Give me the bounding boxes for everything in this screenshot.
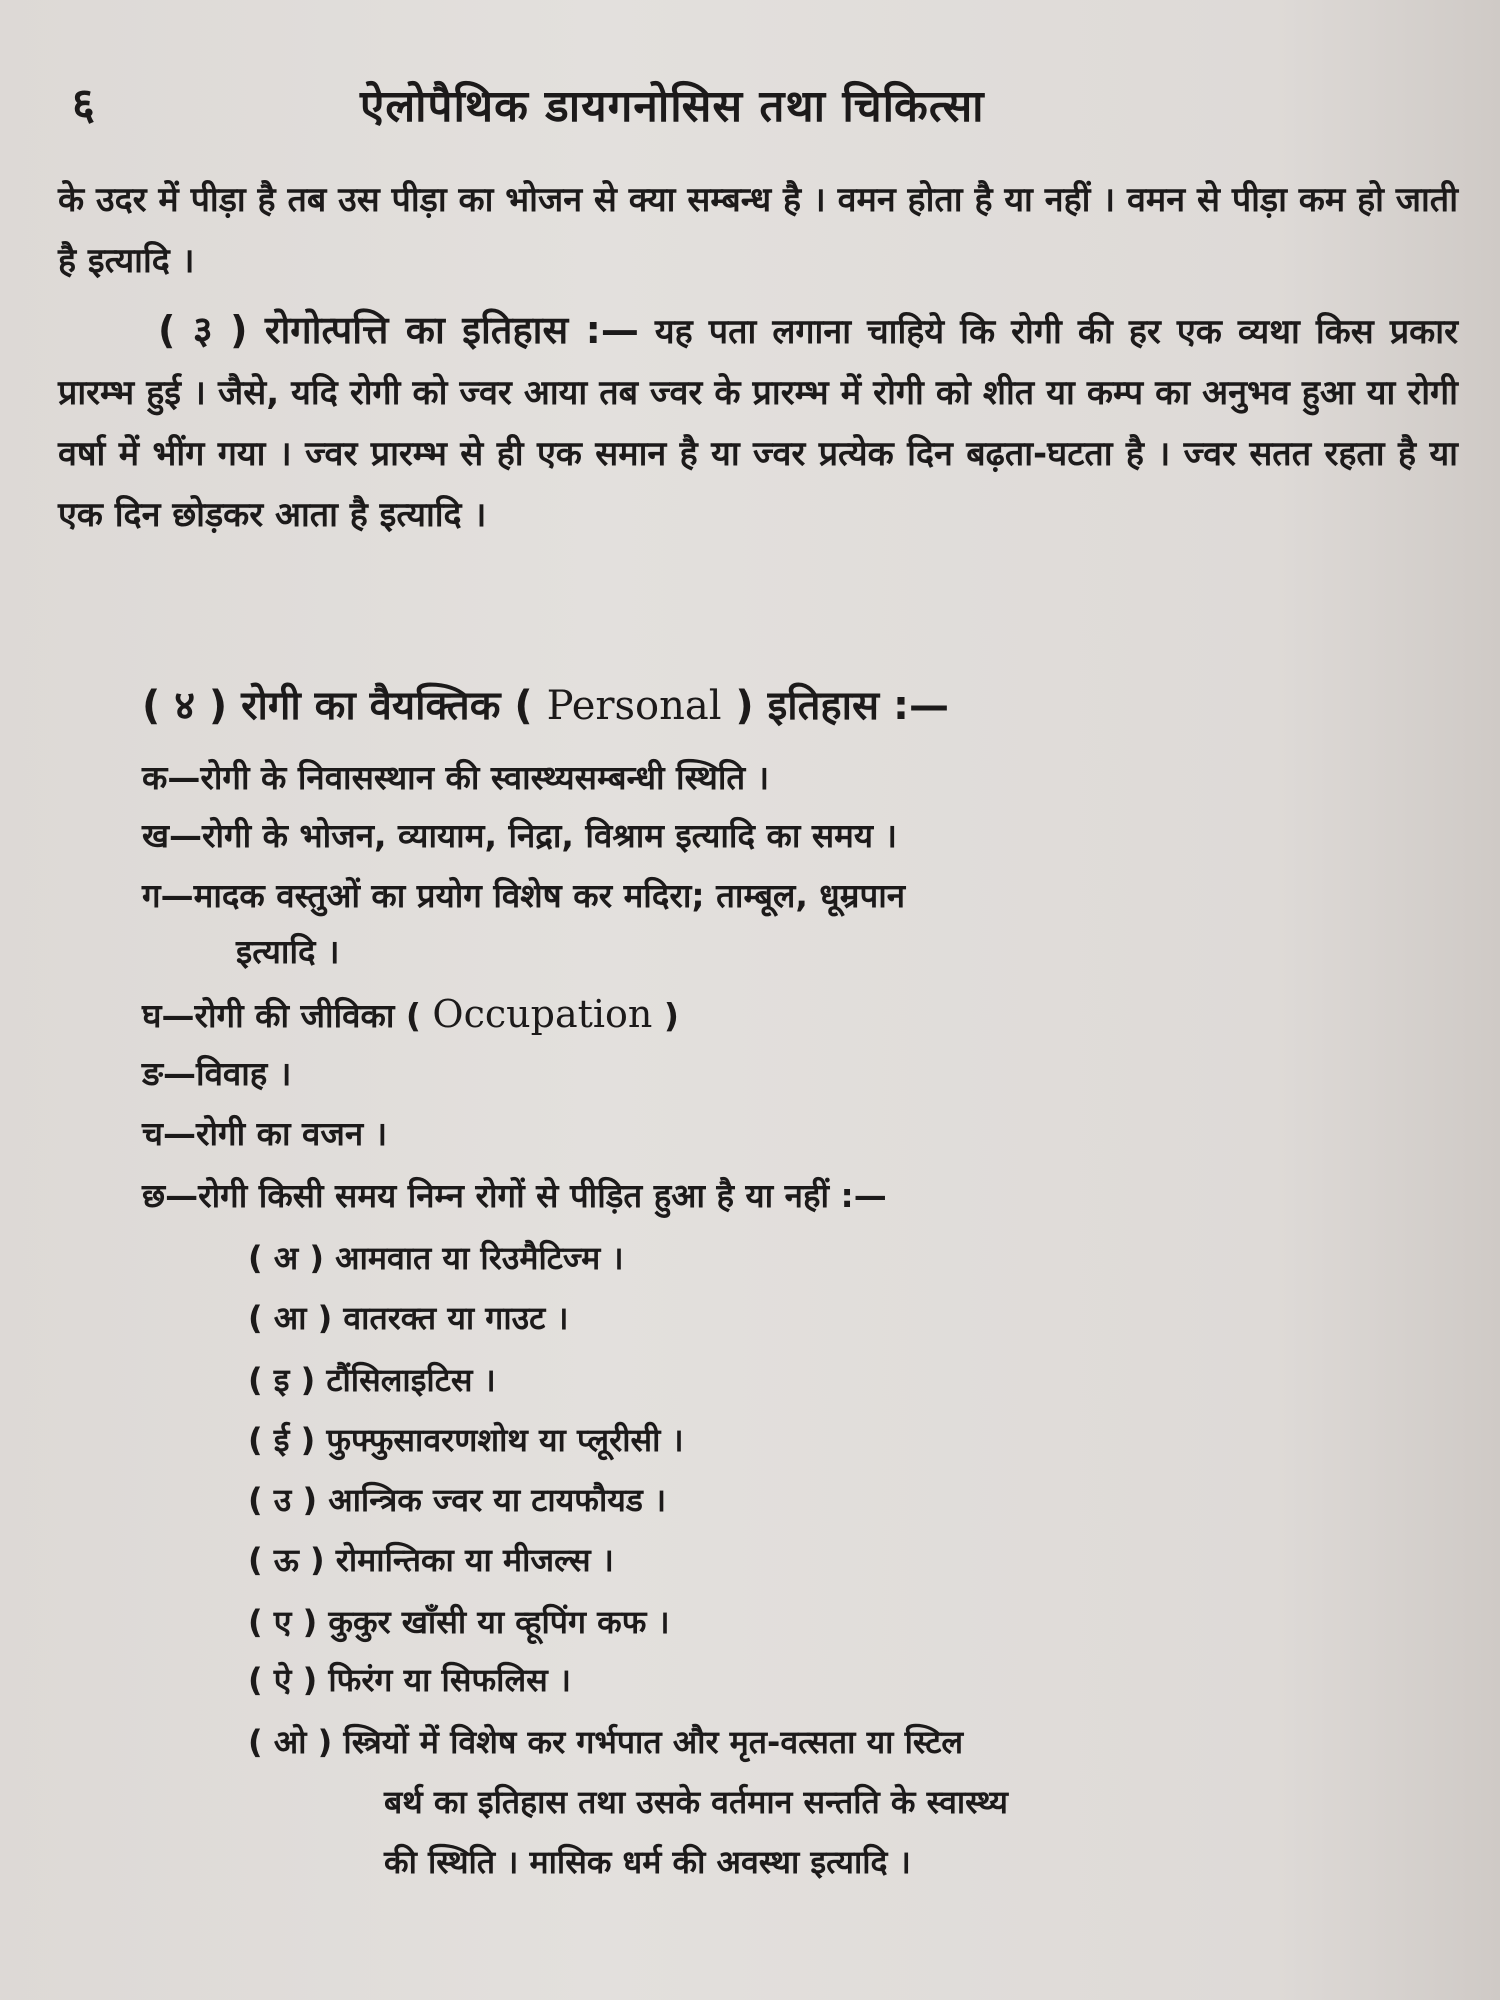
sub-item	[248, 1712, 1448, 1892]
page-number: ६	[72, 79, 95, 130]
list-item-part: घ—रोगी की जीविका (	[142, 996, 433, 1035]
sub-item: ( ऐ ) फिरंग या सिफलिस ।	[248, 1661, 572, 1699]
list-item-line: ग—मादक वस्तुओं का प्रयोग विशेष कर मदिरा; ताम्बूल, धूम्रपान	[142, 876, 906, 915]
list-item: ख—रोगी के भोजन, व्यायाम, निद्रा, विश्राम इत्यादि का समय ।	[142, 816, 898, 855]
list-item: ङ—विवाह ।	[142, 1054, 292, 1093]
paragraph-disease-history	[58, 300, 1458, 546]
heading-english-term: Personal	[546, 683, 722, 729]
sub-item: ( इ ) टौंसिलाइटिस ।	[248, 1361, 496, 1399]
list-item-continuation: इत्यादि ।	[236, 932, 340, 971]
sub-item: ( अ ) आमवात या रिउमैटिज्म ।	[248, 1239, 624, 1277]
sub-item: ( ए ) कुकुर खाँसी या व्हूपिंग कफ ।	[248, 1603, 670, 1641]
sub-item: ( आ ) वातरक्त या गाउट ।	[248, 1299, 569, 1337]
sub-item: ( उ ) आन्त्रिक ज्वर या टायफौयड ।	[248, 1481, 667, 1519]
sub-item-line: ( ओ ) स्त्रियों में विशेष कर गर्भपात और मृत-वत्सता या स्टिल	[248, 1723, 964, 1761]
sub-item: ( ई ) फुफ्फुसावरणशोथ या प्लूरीसी ।	[248, 1421, 684, 1459]
paragraph-continued: के उदर में पीड़ा है तब उस पीड़ा का भोजन से क्या सम्बन्ध है । वमन होता है या नहीं । वमन से पीड़ा कम हो जाती है इत्यादि ।	[58, 180, 1458, 281]
list-item: क—रोगी के निवासस्थान की स्वास्थ्यसम्बन्धी स्थिति ।	[142, 758, 770, 797]
sub-item-continuation: बर्थ का इतिहास तथा उसके वर्तमान सन्तति के स्वास्थ्य	[384, 1783, 1008, 1821]
english-term: Occupation	[432, 992, 653, 1036]
list-item: छ—रोगी किसी समय निम्न रोगों से पीड़ित हुआ है या नहीं :—	[142, 1176, 887, 1215]
list-item	[142, 868, 1462, 980]
heading-part: ) इतिहास :—	[721, 683, 949, 729]
section-3-body: यह पता लगाना चाहिये कि रोगी की हर एक व्यथा किस प्रकार प्रारम्भ हुई । जैसे, यदि रोगी को ज्वर आया तब ज्वर के प्रारम्भ में रोगी को शीत या कम्प का अनुभव हुआ या रोगी वर्षा में भींग गया । ज्वर प्रारम्भ से ही एक समान है या ज्वर प्रत्येक दिन बढ़ता-घटता है । ज्वर सतत रहता है या एक दिन छोड़कर आता है इत्यादि ।	[58, 312, 1458, 535]
heading-part: ( ४ ) रोगी का वैयक्तिक (	[142, 683, 547, 729]
sub-item: ( ऊ ) रोमान्तिका या मीजल्स ।	[248, 1541, 614, 1579]
sub-item-continuation: की स्थिति । मासिक धर्म की अवस्था इत्यादि ।	[384, 1843, 911, 1881]
list-item	[142, 986, 1462, 1044]
running-title: ऐलोपैथिक डायगनोसिस तथा चिकित्सा	[360, 81, 985, 132]
section-4-heading	[142, 676, 949, 731]
list-item: च—रोगी का वजन ।	[142, 1114, 388, 1153]
list-item-part: )	[652, 996, 679, 1035]
section-3-heading: ( ३ ) रोगोत्पत्ति का इतिहास :—	[158, 308, 639, 352]
